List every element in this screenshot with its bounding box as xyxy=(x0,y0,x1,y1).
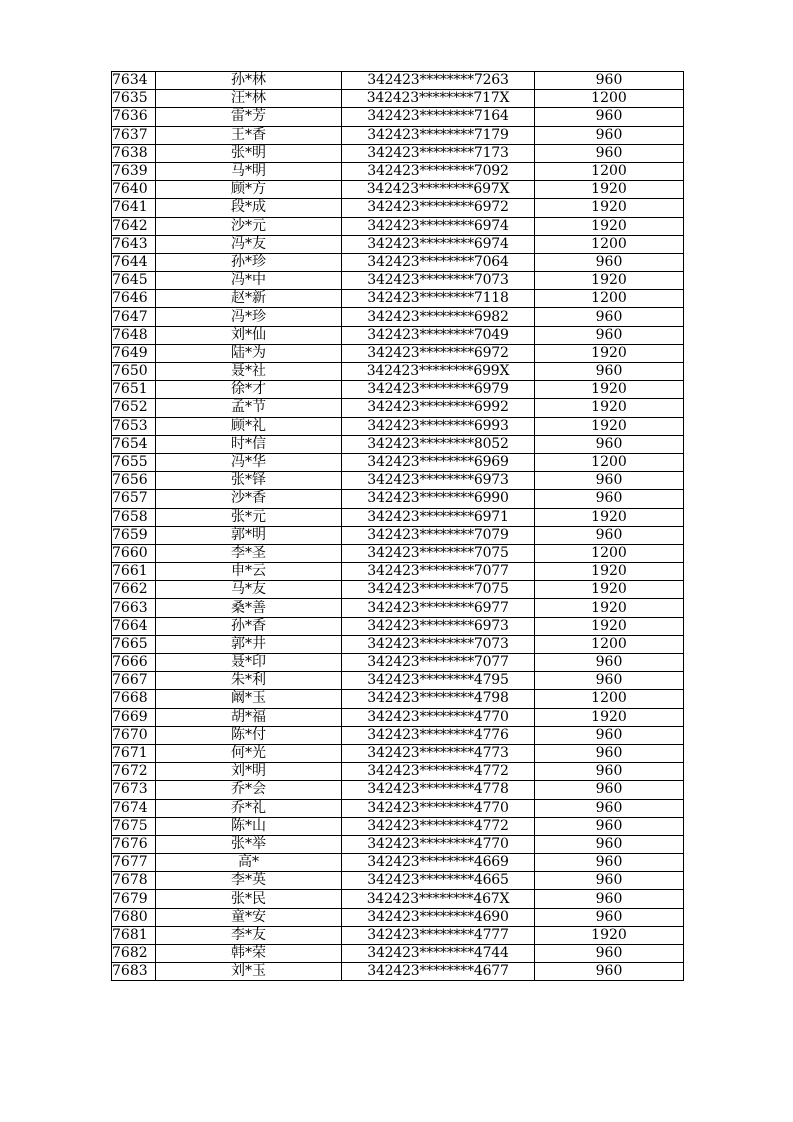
id-number-cell: 342423********4677 xyxy=(342,963,535,981)
name-cell: 陈*山 xyxy=(156,817,342,835)
row-number-cell: 7639 xyxy=(112,162,156,180)
row-number-cell: 7661 xyxy=(112,563,156,581)
name-cell: 朱*利 xyxy=(156,672,342,690)
row-number-cell: 7672 xyxy=(112,763,156,781)
id-number-cell: 342423********4776 xyxy=(342,726,535,744)
amount-cell: 960 xyxy=(535,726,684,744)
name-cell: 胡*福 xyxy=(156,708,342,726)
id-number-cell: 342423********7118 xyxy=(342,290,535,308)
row-number-cell: 7677 xyxy=(112,854,156,872)
row-number-cell: 7643 xyxy=(112,235,156,253)
amount-cell: 1920 xyxy=(535,508,684,526)
table-row xyxy=(112,617,684,635)
id-number-cell: 342423********4772 xyxy=(342,763,535,781)
table-row xyxy=(112,435,684,453)
table-row xyxy=(112,744,684,762)
amount-cell: 1920 xyxy=(535,181,684,199)
name-cell: 郭*井 xyxy=(156,635,342,653)
id-number-cell: 342423********6974 xyxy=(342,235,535,253)
row-number-cell: 7650 xyxy=(112,363,156,381)
table-row xyxy=(112,144,684,162)
name-cell: 顾*礼 xyxy=(156,417,342,435)
id-number-cell: 342423********6990 xyxy=(342,490,535,508)
row-number-cell: 7642 xyxy=(112,217,156,235)
amount-cell: 960 xyxy=(535,654,684,672)
amount-cell: 1920 xyxy=(535,563,684,581)
name-cell: 顾*方 xyxy=(156,181,342,199)
amount-cell: 1200 xyxy=(535,235,684,253)
amount-cell: 1200 xyxy=(535,635,684,653)
row-number-cell: 7638 xyxy=(112,144,156,162)
table-row xyxy=(112,399,684,417)
table-row xyxy=(112,217,684,235)
name-cell: 刘*仙 xyxy=(156,326,342,344)
name-cell: 陈*付 xyxy=(156,726,342,744)
amount-cell: 1920 xyxy=(535,599,684,617)
name-cell: 冯*珍 xyxy=(156,308,342,326)
row-number-cell: 7666 xyxy=(112,654,156,672)
amount-cell: 960 xyxy=(535,817,684,835)
id-number-cell: 342423********6979 xyxy=(342,381,535,399)
table-row xyxy=(112,763,684,781)
amount-cell: 960 xyxy=(535,854,684,872)
table-row xyxy=(112,945,684,963)
amount-cell: 960 xyxy=(535,253,684,271)
row-number-cell: 7668 xyxy=(112,690,156,708)
id-number-cell: 342423********4690 xyxy=(342,908,535,926)
table-row xyxy=(112,872,684,890)
name-cell: 冯*华 xyxy=(156,453,342,471)
id-number-cell: 342423********6982 xyxy=(342,308,535,326)
id-number-cell: 342423********4770 xyxy=(342,835,535,853)
amount-cell: 960 xyxy=(535,108,684,126)
table-row xyxy=(112,126,684,144)
id-number-cell: 342423********7179 xyxy=(342,126,535,144)
id-number-cell: 342423********4772 xyxy=(342,817,535,835)
id-number-cell: 342423********4778 xyxy=(342,781,535,799)
row-number-cell: 7651 xyxy=(112,381,156,399)
name-cell: 陆*为 xyxy=(156,344,342,362)
row-number-cell: 7680 xyxy=(112,908,156,926)
amount-cell: 1920 xyxy=(535,617,684,635)
table-row xyxy=(112,690,684,708)
id-number-cell: 342423********4665 xyxy=(342,872,535,890)
table-row xyxy=(112,544,684,562)
amount-cell: 1200 xyxy=(535,290,684,308)
id-number-cell: 342423********4770 xyxy=(342,708,535,726)
id-number-cell: 342423********7092 xyxy=(342,162,535,180)
name-cell: 李*友 xyxy=(156,926,342,944)
row-number-cell: 7683 xyxy=(112,963,156,981)
table-row xyxy=(112,708,684,726)
amount-cell: 960 xyxy=(535,490,684,508)
row-number-cell: 7681 xyxy=(112,926,156,944)
name-cell: 李*英 xyxy=(156,872,342,890)
row-number-cell: 7647 xyxy=(112,308,156,326)
row-number-cell: 7674 xyxy=(112,799,156,817)
amount-cell: 960 xyxy=(535,435,684,453)
amount-cell: 1920 xyxy=(535,217,684,235)
table-row xyxy=(112,363,684,381)
amount-cell: 960 xyxy=(535,799,684,817)
table-row xyxy=(112,108,684,126)
name-cell: 张*明 xyxy=(156,144,342,162)
name-cell: 童*安 xyxy=(156,908,342,926)
row-number-cell: 7669 xyxy=(112,708,156,726)
table-row xyxy=(112,235,684,253)
table-row xyxy=(112,253,684,271)
name-cell: 孙*香 xyxy=(156,617,342,635)
id-number-cell: 342423********6973 xyxy=(342,472,535,490)
amount-cell: 1200 xyxy=(535,162,684,180)
row-number-cell: 7636 xyxy=(112,108,156,126)
table-row xyxy=(112,672,684,690)
row-number-cell: 7653 xyxy=(112,417,156,435)
name-cell: 李*圣 xyxy=(156,544,342,562)
name-cell: 韩*荣 xyxy=(156,945,342,963)
amount-cell: 1200 xyxy=(535,544,684,562)
name-cell: 马*明 xyxy=(156,162,342,180)
table-row xyxy=(112,654,684,672)
amount-cell: 960 xyxy=(535,872,684,890)
table-row xyxy=(112,453,684,471)
row-number-cell: 7634 xyxy=(112,72,156,90)
name-cell: 孙*珍 xyxy=(156,253,342,271)
id-number-cell: 342423********4744 xyxy=(342,945,535,963)
id-number-cell: 342423********4770 xyxy=(342,799,535,817)
id-number-cell: 342423********7077 xyxy=(342,563,535,581)
name-cell: 聂*印 xyxy=(156,654,342,672)
name-cell: 桑*善 xyxy=(156,599,342,617)
row-number-cell: 7635 xyxy=(112,90,156,108)
name-cell: 何*光 xyxy=(156,744,342,762)
table-row xyxy=(112,799,684,817)
table-row xyxy=(112,599,684,617)
row-number-cell: 7660 xyxy=(112,544,156,562)
table-row xyxy=(112,90,684,108)
id-number-cell: 342423********7079 xyxy=(342,526,535,544)
table-row xyxy=(112,508,684,526)
table-row xyxy=(112,526,684,544)
row-number-cell: 7654 xyxy=(112,435,156,453)
id-number-cell: 342423********6977 xyxy=(342,599,535,617)
amount-cell: 1920 xyxy=(535,381,684,399)
amount-cell: 1200 xyxy=(535,453,684,471)
name-cell: 张*举 xyxy=(156,835,342,853)
amount-cell: 1920 xyxy=(535,199,684,217)
document-page xyxy=(111,71,683,981)
table-row xyxy=(112,290,684,308)
amount-cell: 960 xyxy=(535,763,684,781)
name-cell: 冯*友 xyxy=(156,235,342,253)
amount-cell: 960 xyxy=(535,781,684,799)
id-number-cell: 342423********467X xyxy=(342,890,535,908)
name-cell: 孟*节 xyxy=(156,399,342,417)
table-row xyxy=(112,199,684,217)
table-row xyxy=(112,726,684,744)
row-number-cell: 7637 xyxy=(112,126,156,144)
id-number-cell: 342423********6973 xyxy=(342,617,535,635)
amount-cell: 1920 xyxy=(535,581,684,599)
id-number-cell: 342423********4795 xyxy=(342,672,535,690)
id-number-cell: 342423********699X xyxy=(342,363,535,381)
name-cell: 赵*新 xyxy=(156,290,342,308)
row-number-cell: 7657 xyxy=(112,490,156,508)
name-cell: 高* xyxy=(156,854,342,872)
id-number-cell: 342423********7073 xyxy=(342,272,535,290)
row-number-cell: 7652 xyxy=(112,399,156,417)
id-number-cell: 342423********7164 xyxy=(342,108,535,126)
id-number-cell: 342423********6972 xyxy=(342,199,535,217)
id-number-cell: 342423********6974 xyxy=(342,217,535,235)
amount-cell: 1200 xyxy=(535,690,684,708)
table-row xyxy=(112,490,684,508)
name-cell: 刘*明 xyxy=(156,763,342,781)
id-number-cell: 342423********6969 xyxy=(342,453,535,471)
name-cell: 乔*礼 xyxy=(156,799,342,817)
row-number-cell: 7659 xyxy=(112,526,156,544)
row-number-cell: 7645 xyxy=(112,272,156,290)
amount-cell: 1920 xyxy=(535,344,684,362)
id-number-cell: 342423********8052 xyxy=(342,435,535,453)
table-row xyxy=(112,926,684,944)
name-cell: 张*铎 xyxy=(156,472,342,490)
name-cell: 王*香 xyxy=(156,126,342,144)
table-row xyxy=(112,854,684,872)
name-cell: 乔*会 xyxy=(156,781,342,799)
amount-cell: 960 xyxy=(535,890,684,908)
row-number-cell: 7663 xyxy=(112,599,156,617)
row-number-cell: 7641 xyxy=(112,199,156,217)
name-cell: 孙*林 xyxy=(156,72,342,90)
amount-cell: 960 xyxy=(535,672,684,690)
id-number-cell: 342423********7049 xyxy=(342,326,535,344)
row-number-cell: 7675 xyxy=(112,817,156,835)
table-row xyxy=(112,817,684,835)
amount-cell: 960 xyxy=(535,363,684,381)
name-cell: 时*信 xyxy=(156,435,342,453)
id-number-cell: 342423********7263 xyxy=(342,72,535,90)
row-number-cell: 7671 xyxy=(112,744,156,762)
table-row xyxy=(112,890,684,908)
row-number-cell: 7682 xyxy=(112,945,156,963)
amount-cell: 960 xyxy=(535,308,684,326)
id-number-cell: 342423********4773 xyxy=(342,744,535,762)
amount-cell: 960 xyxy=(535,526,684,544)
row-number-cell: 7640 xyxy=(112,181,156,199)
row-number-cell: 7673 xyxy=(112,781,156,799)
name-cell: 郭*明 xyxy=(156,526,342,544)
subsidy-roster-table xyxy=(111,71,684,981)
row-number-cell: 7678 xyxy=(112,872,156,890)
name-cell: 刘*玉 xyxy=(156,963,342,981)
amount-cell: 1200 xyxy=(535,90,684,108)
row-number-cell: 7679 xyxy=(112,890,156,908)
amount-cell: 960 xyxy=(535,744,684,762)
row-number-cell: 7656 xyxy=(112,472,156,490)
table-row xyxy=(112,381,684,399)
table-row xyxy=(112,162,684,180)
name-cell: 汪*林 xyxy=(156,90,342,108)
row-number-cell: 7655 xyxy=(112,453,156,471)
amount-cell: 960 xyxy=(535,72,684,90)
id-number-cell: 342423********7075 xyxy=(342,544,535,562)
table-row xyxy=(112,908,684,926)
id-number-cell: 342423********6993 xyxy=(342,417,535,435)
row-number-cell: 7667 xyxy=(112,672,156,690)
amount-cell: 1920 xyxy=(535,272,684,290)
row-number-cell: 7670 xyxy=(112,726,156,744)
table-row xyxy=(112,308,684,326)
id-number-cell: 342423********7173 xyxy=(342,144,535,162)
id-number-cell: 342423********4798 xyxy=(342,690,535,708)
row-number-cell: 7644 xyxy=(112,253,156,271)
amount-cell: 1920 xyxy=(535,417,684,435)
table-row xyxy=(112,181,684,199)
id-number-cell: 342423********697X xyxy=(342,181,535,199)
row-number-cell: 7676 xyxy=(112,835,156,853)
name-cell: 沙*香 xyxy=(156,490,342,508)
name-cell: 段*成 xyxy=(156,199,342,217)
id-number-cell: 342423********7073 xyxy=(342,635,535,653)
name-cell: 徐*才 xyxy=(156,381,342,399)
id-number-cell: 342423********7077 xyxy=(342,654,535,672)
table-row xyxy=(112,635,684,653)
table-row xyxy=(112,417,684,435)
table-row xyxy=(112,326,684,344)
amount-cell: 960 xyxy=(535,908,684,926)
name-cell: 聂*社 xyxy=(156,363,342,381)
row-number-cell: 7648 xyxy=(112,326,156,344)
amount-cell: 960 xyxy=(535,126,684,144)
table-row xyxy=(112,563,684,581)
row-number-cell: 7664 xyxy=(112,617,156,635)
name-cell: 雷*芳 xyxy=(156,108,342,126)
row-number-cell: 7662 xyxy=(112,581,156,599)
table-row xyxy=(112,72,684,90)
row-number-cell: 7646 xyxy=(112,290,156,308)
name-cell: 沙*元 xyxy=(156,217,342,235)
table-row xyxy=(112,781,684,799)
id-number-cell: 342423********6992 xyxy=(342,399,535,417)
amount-cell: 960 xyxy=(535,326,684,344)
name-cell: 冯*中 xyxy=(156,272,342,290)
id-number-cell: 342423********4669 xyxy=(342,854,535,872)
id-number-cell: 342423********7064 xyxy=(342,253,535,271)
table-row xyxy=(112,835,684,853)
table-row xyxy=(112,581,684,599)
id-number-cell: 342423********6971 xyxy=(342,508,535,526)
table-row xyxy=(112,272,684,290)
table-body xyxy=(112,72,684,981)
amount-cell: 1920 xyxy=(535,399,684,417)
amount-cell: 960 xyxy=(535,835,684,853)
id-number-cell: 342423********717X xyxy=(342,90,535,108)
amount-cell: 960 xyxy=(535,472,684,490)
name-cell: 张*民 xyxy=(156,890,342,908)
id-number-cell: 342423********7075 xyxy=(342,581,535,599)
row-number-cell: 7658 xyxy=(112,508,156,526)
id-number-cell: 342423********6972 xyxy=(342,344,535,362)
amount-cell: 960 xyxy=(535,963,684,981)
row-number-cell: 7665 xyxy=(112,635,156,653)
name-cell: 阚*玉 xyxy=(156,690,342,708)
id-number-cell: 342423********4777 xyxy=(342,926,535,944)
amount-cell: 960 xyxy=(535,144,684,162)
table-row xyxy=(112,963,684,981)
row-number-cell: 7649 xyxy=(112,344,156,362)
name-cell: 申*云 xyxy=(156,563,342,581)
amount-cell: 1920 xyxy=(535,926,684,944)
amount-cell: 960 xyxy=(535,945,684,963)
name-cell: 张*元 xyxy=(156,508,342,526)
table-row xyxy=(112,472,684,490)
name-cell: 马*友 xyxy=(156,581,342,599)
amount-cell: 1920 xyxy=(535,708,684,726)
table-row xyxy=(112,344,684,362)
